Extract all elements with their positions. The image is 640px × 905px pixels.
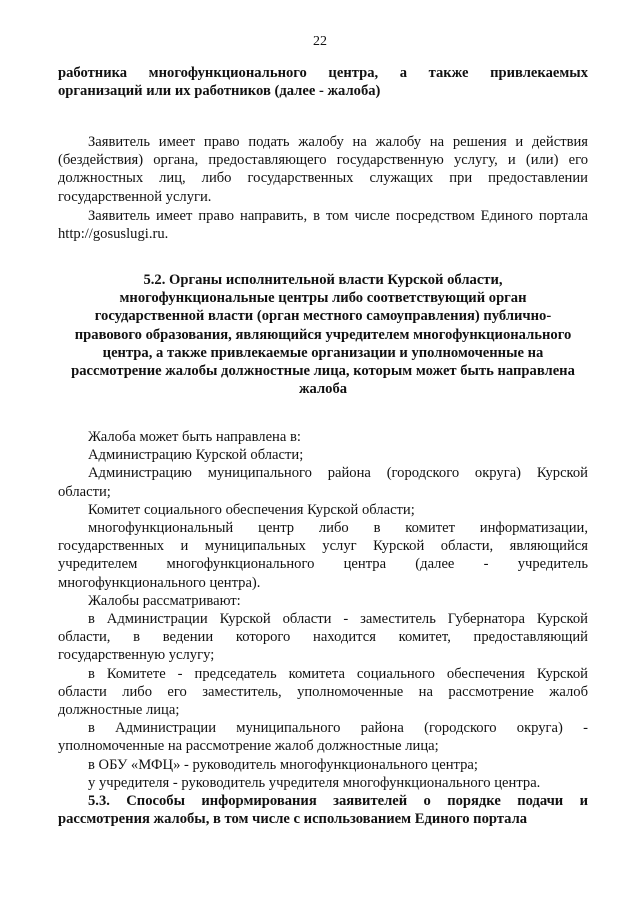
- page-number: 22: [313, 34, 327, 49]
- paragraph-right-to-complain: [58, 133, 588, 206]
- text-line: государственной услуги.: [58, 188, 212, 205]
- text-line: http://gosuslugi.ru.: [58, 226, 169, 243]
- paragraph-portal: [58, 207, 588, 243]
- heading-line: 5.2. Органы исполнительной власти Курской области,: [143, 272, 503, 288]
- intro-line: работника многофункционального центра, а также привлекаемых: [58, 65, 588, 81]
- intro-heading-continuation: [58, 64, 588, 100]
- heading-line: правового образования, являющийся учредителем многофункционального: [74, 326, 572, 343]
- text-line: государственную услугу;: [58, 647, 215, 664]
- text-line: в ОБУ «МФЦ» - руководитель многофункционального центра;: [88, 756, 478, 773]
- section-5-2-heading: [58, 271, 588, 398]
- text-line: многофункционального центра).: [58, 574, 261, 591]
- heading-line: жалоба: [298, 381, 348, 398]
- heading-line: рассмотрения жалобы, в том числе с использованием Единого портала: [58, 811, 528, 828]
- text-line: (бездействия) органа, предоставляющего государственную услугу, и (или) его: [58, 152, 588, 169]
- heading-line: государственной власти (орган местного самоуправления) публично-: [94, 308, 552, 325]
- text-line: государственных и муниципальных услуг Курской области, являющийся: [58, 538, 588, 555]
- text-line: у учредителя - руководитель учредителя многофункционального центра.: [88, 774, 541, 791]
- text-line: области либо его заместитель, уполномоченные на рассмотрение жалоб: [58, 683, 588, 700]
- text-line: в Администрации муниципального района (городского округа) -: [88, 720, 588, 737]
- text-line: в Администрации Курской области - заместитель Губернатора Курской: [88, 611, 588, 628]
- text-line: Администрацию муниципального района (городского округа) Курской: [88, 465, 588, 482]
- heading-line: рассмотрение жалобы должностные лица, которым может быть направлена: [71, 363, 575, 380]
- text-line: Администрацию Курской области;: [88, 447, 304, 464]
- text-line: области;: [58, 483, 111, 500]
- text-line: области, в ведении которого находится комитет, предоставляющий: [58, 629, 588, 646]
- section-5-3-heading: [58, 792, 588, 828]
- text-line: уполномоченные на рассмотрение жалоб должностные лица;: [58, 738, 439, 755]
- intro-line: организаций или их работников (далее - жалоба): [58, 83, 381, 100]
- text-line: многофункциональный центр либо в комитет информатизации,: [88, 520, 588, 537]
- text-line: Жалобы рассматривают:: [88, 592, 241, 609]
- heading-line: 5.3. Способы информирования заявителей о порядке подачи и: [88, 793, 588, 809]
- section-5-2-body: [58, 428, 588, 792]
- heading-line: центра, а также привлекаемые организации и уполномоченные на: [102, 344, 544, 361]
- heading-line: многофункциональные центры либо соответствующий орган: [119, 290, 527, 307]
- text-line: должностные лица;: [58, 702, 180, 719]
- text-line: должностных лиц, либо государственных служащих при предоставлении: [58, 170, 588, 187]
- text-line: Заявитель имеет право направить, в том числе посредством Единого портала: [88, 208, 588, 224]
- text-line: Жалоба может быть направлена в:: [88, 429, 301, 445]
- text-line: Комитет социального обеспечения Курской области;: [88, 501, 415, 518]
- text-line: в Комитете - председатель комитета социального обеспечения Курской: [88, 665, 588, 682]
- text-line: учредителем многофункционального центра (далее - учредитель: [58, 556, 588, 573]
- text-line: Заявитель имеет право подать жалобу на жалобу на решения и действия: [88, 134, 588, 150]
